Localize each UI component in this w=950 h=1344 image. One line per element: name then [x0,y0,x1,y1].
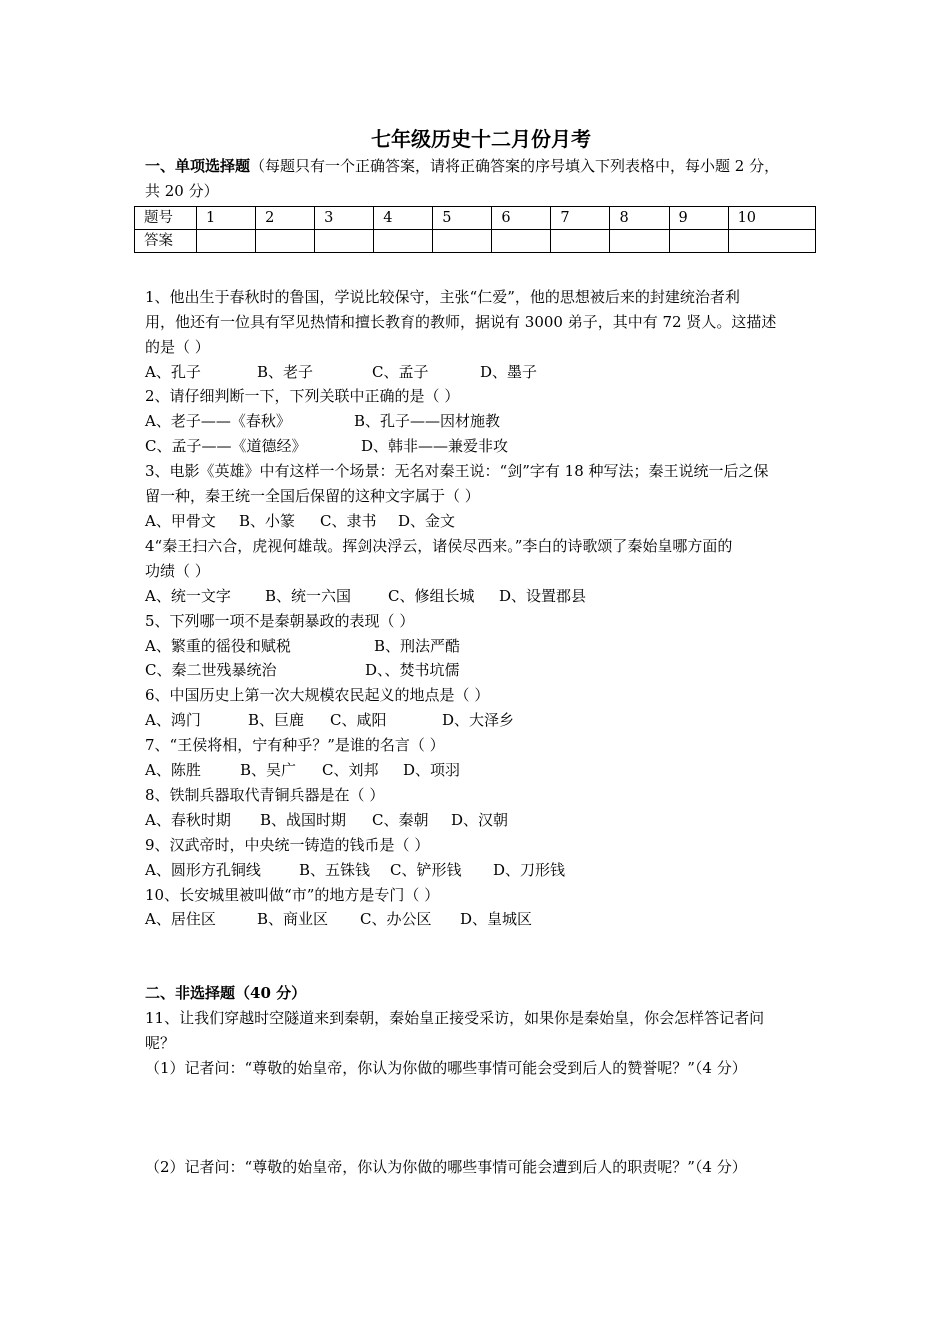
question-11-sub1: （1）记者问：“尊敬的始皇帝，你认为你做的哪些事情可能会受到后人的赞誉呢？”（4 分） [145,1059,747,1078]
option-c[interactable]: C、孟子——《道德经》 [145,437,307,456]
option-c[interactable]: C、铲形钱 [390,860,462,879]
question-7 [145,733,817,783]
option-b[interactable]: B、商业区 [257,910,329,929]
question-11-stem-cont: 呢？ [145,1034,176,1053]
option-c[interactable]: C、孟子 [372,362,429,381]
option-b[interactable]: B、统一六国 [265,586,352,605]
answer-cell-6[interactable] [492,229,551,252]
spacer [145,253,817,285]
table-cell-number: 9 [669,206,728,229]
question-options [145,409,817,434]
answer-cell-2[interactable] [256,229,315,252]
question-options [145,360,817,385]
table-cell-number: 10 [728,206,815,229]
question-stem: 7、“王侯将相，宁有种乎？”是谁的名言（ ） [145,736,445,755]
table-cell-number: 5 [433,206,492,229]
option-a[interactable]: A、老子——《春秋》 [145,412,291,431]
question-6 [145,683,817,733]
table-cell-number: 1 [197,206,256,229]
option-d[interactable]: D、项羽 [403,761,461,780]
option-a[interactable]: A、鸿门 [145,711,201,730]
question-stem: 4“秦王扫六合，虎视何雄哉。挥剑决浮云，诸侯尽西来。”李白的诗歌颂了秦始皇哪方面的 [145,536,733,555]
question-stem: 5、下列哪一项不是秦朝暴政的表现（ ） [145,611,415,630]
table-cell-number: 3 [315,206,374,229]
option-a[interactable]: A、春秋时期 [145,810,231,829]
option-d[interactable]: D、韩非——兼爱非攻 [361,437,509,456]
table-cell-number: 8 [610,206,669,229]
question-options [145,434,817,459]
question-stem: 9、汉武帝时，中央统一铸造的钱币是（ ） [145,835,430,854]
answer-cell-3[interactable] [315,229,374,252]
option-b[interactable]: B、小篆 [239,511,296,530]
answer-table-row-answers [135,229,816,252]
section1-header [145,154,817,179]
option-a[interactable]: A、孔子 [145,362,201,381]
question-options [145,907,817,932]
option-b[interactable]: B、战国时期 [260,810,347,829]
answer-cell-8[interactable] [610,229,669,252]
page-title: 七年级历史十二月份月考 [371,127,591,151]
question-options [145,658,817,683]
section1-instruction-cont: 共 20 分） [145,181,219,200]
question-stem: 2、请仔细判断一下，下列关联中正确的是（ ） [145,387,460,406]
answer-cell-5[interactable] [433,229,492,252]
question-5 [145,609,817,684]
table-cell-number: 2 [256,206,315,229]
section1-instruction: （每题只有一个正确答案，请将正确答案的序号填入下列表格中，每小题 2 分， [250,157,780,175]
question-options [145,634,817,659]
option-b[interactable]: B、巨鹿 [248,711,305,730]
table-cell-label: 答案 [135,229,197,252]
question-stem: 6、中国历史上第一次大规模农民起义的地点是（ ） [145,686,490,705]
section2-heading: 二、非选择题（40 分） [145,984,307,1003]
answer-cell-10[interactable] [728,229,815,252]
option-d[interactable]: D、刀形钱 [493,860,566,879]
question-11-stem: 11、让我们穿越时空隧道来到秦朝，秦始皇正接受采访，如果你是秦始皇，你会怎样答记者问 [145,1009,765,1028]
question-10 [145,883,817,933]
option-a[interactable]: A、甲骨文 [145,511,216,530]
option-c[interactable]: C、隶书 [320,511,377,530]
option-b[interactable]: B、五铢钱 [299,860,371,879]
option-d[interactable]: D、汉朝 [451,810,509,829]
option-c[interactable]: C、办公区 [360,910,432,929]
option-a[interactable]: A、居住区 [145,910,216,929]
option-a[interactable]: A、圆形方孔铜线 [145,860,261,879]
question-3 [145,459,817,534]
answer-cell-9[interactable] [669,229,728,252]
answer-table [134,206,816,253]
question-options [145,584,817,609]
question-4 [145,534,817,609]
question-1 [145,285,817,385]
spacer [145,932,817,981]
table-cell-number: 7 [551,206,610,229]
option-c[interactable]: C、秦朝 [372,810,429,829]
answer-cell-1[interactable] [197,229,256,252]
question-stem: 10、长安城里被叫做“市”的地方是专门（ ） [145,885,440,904]
question-2 [145,384,817,459]
option-b[interactable]: B、孔子——因材施教 [354,412,501,431]
option-d[interactable]: D、大泽乡 [442,711,515,730]
option-c[interactable]: C、咸阳 [330,711,387,730]
table-cell-number: 4 [374,206,433,229]
question-stem: 3、电影《英雄》中有这样一个场景：无名对秦王说：“剑”字有 18 种写法；秦王说统一后之保 [145,462,769,481]
table-cell-number: 6 [492,206,551,229]
question-options [145,808,817,833]
question-options [145,758,817,783]
section1-heading: 一、单项选择题 [145,157,251,175]
option-b[interactable]: B、刑法严酷 [374,636,461,655]
question-11-sub2: （2）记者问：“尊敬的始皇帝，你认为你做的哪些事情可能会遭到后人的职责呢？”（4 分） [145,1158,747,1176]
question-9 [145,833,817,883]
question-stem: 8、铁制兵器取代青铜兵器是在（ ） [145,785,385,804]
table-cell-label: 题号 [135,206,197,229]
question-options [145,708,817,733]
option-d[interactable]: D、皇城区 [460,910,533,929]
question-stem: 用，他还有一位具有罕见热情和擅长教育的教师，据说有 3000 弟子，其中有 72 贤人。这描述 [145,312,777,331]
question-options [145,509,817,534]
answer-table-row-numbers [135,206,816,229]
option-d[interactable]: D、设置郡县 [499,586,587,605]
option-d[interactable]: D、、焚书坑儒 [365,661,460,680]
option-b[interactable]: B、老子 [257,362,314,381]
question-stem: 留一种，秦王统一全国后保留的这种文字属于（ ） [145,487,480,506]
question-stem: 的是（ ） [145,337,210,356]
option-a[interactable]: A、统一文字 [145,586,231,605]
answer-space-1[interactable] [145,1081,817,1155]
option-b[interactable]: B、吴广 [240,761,297,780]
option-c[interactable]: C、修组长城 [388,586,475,605]
answer-cell-4[interactable] [374,229,433,252]
option-c[interactable]: C、刘邦 [322,761,379,780]
option-a[interactable]: A、陈胜 [145,761,201,780]
question-8 [145,783,817,833]
question-stem: 功绩（ ） [145,561,210,580]
option-d[interactable]: D、金文 [398,511,456,530]
answer-cell-7[interactable] [551,229,610,252]
question-options [145,858,817,883]
exam-content [145,126,817,1180]
question-stem: 1、他出生于春秋时的鲁国，学说比较保守，主张“仁爱”，他的思想被后来的封建统治者利 [145,287,740,306]
option-d[interactable]: D、墨子 [480,362,538,381]
option-c[interactable]: C、秦二世残暴统治 [145,661,277,680]
option-a[interactable]: A、繁重的徭役和赋税 [145,636,291,655]
